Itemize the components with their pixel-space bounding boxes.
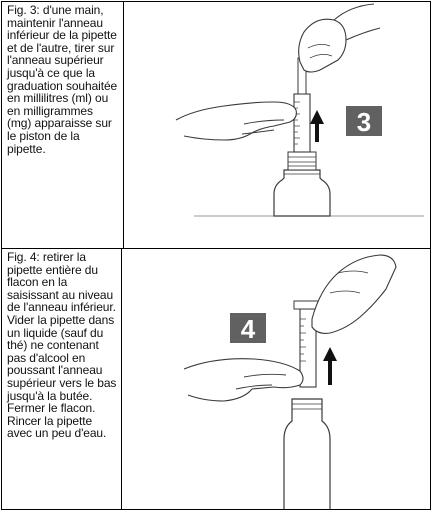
lower-hand-icon — [176, 102, 296, 140]
pipette-pull-illustration — [124, 2, 430, 247]
step-row-3 — [2, 2, 430, 249]
step-3-illustration — [124, 2, 430, 248]
instructions-table — [1, 1, 431, 510]
bottle-icon — [284, 399, 330, 509]
step-4-badge — [230, 313, 266, 344]
step-4-text: Fig. 4: retirer la pipette entière du flacon en la saisissant au niveau de l'anneau inférieur. Vider la pipette dans un liquide (sauf du thé) ne contenant pas d'alcool en poussant l'anneau supérieur vers le bas jusqu'à la butée. Fermer le flacon. Rincer la pipette avec un peu d'eau. — [2, 249, 122, 509]
pipette-icon — [294, 94, 310, 152]
arrow-up-icon — [323, 347, 337, 385]
step-row-4 — [2, 249, 430, 509]
arrow-up-icon — [310, 110, 324, 142]
upper-hand-icon — [299, 19, 346, 72]
bottle-icon — [274, 170, 330, 216]
upper-hand-icon — [312, 255, 396, 333]
step-4-illustration — [124, 249, 430, 509]
svg-text:4: 4 — [240, 314, 256, 344]
lower-hand-icon — [184, 359, 303, 401]
svg-text:3: 3 — [356, 107, 372, 137]
step-3-text: Fig. 3: d'une main, maintenir l'anneau inférieur de la pipette et de l'autre, tirer sur l'anneau supérieur jusqu'à ce que la graduation souhaitée en millilitres (ml) ou en milligrammes (mg) apparaisse sur le piston de la pipette. — [2, 2, 124, 248]
step-3-badge — [346, 106, 382, 137]
pipette-empty-illustration — [124, 249, 430, 509]
